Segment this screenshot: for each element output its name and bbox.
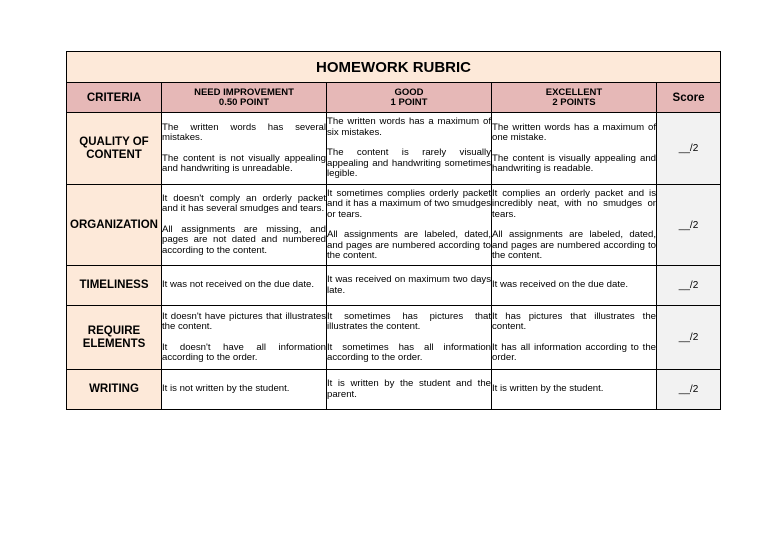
descriptor-cell <box>492 306 657 370</box>
score-cell[interactable]: __/2 <box>657 185 721 266</box>
descriptor-text: All assignments are labeled, dated, and pages are numbered according to the content. <box>492 229 656 261</box>
descriptor-text: The content is not visually appealing and handwriting is unreadable. <box>162 152 326 174</box>
descriptor-text: It doesn't comply an orderly packet and it has several smudges and tears. <box>162 192 326 215</box>
level-points: 0.50 POINT <box>218 96 270 108</box>
descriptor-cell <box>162 113 327 185</box>
score-cell[interactable]: __/2 <box>657 370 721 410</box>
rubric-title: HOMEWORK RUBRIC <box>67 52 721 83</box>
score-cell[interactable]: __/2 <box>657 266 721 306</box>
criterion-label: QUALITY OF CONTENT <box>67 113 162 185</box>
descriptor-cell <box>492 113 657 185</box>
descriptor-text: It is not written by the student. <box>162 383 290 395</box>
descriptor-cell <box>162 306 327 370</box>
descriptor-text: The content is rarely visually appealing and handwriting sometimes legible. <box>327 147 491 180</box>
descriptor-text: All assignments are labeled, dated, and pages are numbered according to the content. <box>327 229 491 261</box>
descriptor-text: The written words has a maximum of six mistakes. <box>327 116 491 138</box>
descriptor-cell <box>162 370 327 410</box>
rubric-row-timeliness <box>67 266 721 306</box>
rubric-row-organization <box>67 185 721 266</box>
descriptor-text: The written words has several mistakes. <box>162 121 326 143</box>
level-name: EXCELLENT <box>545 86 603 98</box>
descriptor-cell <box>327 185 492 266</box>
descriptor-text: It was received on the due date. <box>492 279 628 291</box>
rubric-table <box>66 51 721 410</box>
criterion-label: REQUIRE ELEMENTS <box>67 306 162 370</box>
descriptor-cell <box>492 266 657 306</box>
descriptor-text: It sometimes has all information according to the order. <box>327 341 491 363</box>
rubric-row-writing <box>67 370 721 410</box>
descriptor-text: It doesn't have all information according to the order. <box>162 341 326 363</box>
level-name: GOOD <box>394 86 424 98</box>
descriptor-cell <box>162 266 327 306</box>
level-points: 1 POINT <box>390 96 428 108</box>
criterion-label: WRITING <box>67 370 162 410</box>
score-cell[interactable]: __/2 <box>657 306 721 370</box>
level-name: NEED IMPROVEMENT <box>194 86 294 98</box>
descriptor-cell <box>327 370 492 410</box>
criterion-label: ORGANIZATION <box>67 185 162 266</box>
descriptor-text: It sometimes has pictures that illustrates the content. <box>327 310 491 332</box>
rubric-row-quality-of-content <box>67 113 721 185</box>
descriptor-cell <box>327 266 492 306</box>
descriptor-text: It was received on maximum two days late. <box>327 274 491 296</box>
descriptor-text: It is written by the student. <box>492 383 604 395</box>
descriptor-cell <box>327 306 492 370</box>
descriptor-text: The content is visually appealing and handwriting is readable. <box>492 152 656 174</box>
score-cell[interactable]: __/2 <box>657 113 721 185</box>
descriptor-text: The written words has a maximum of one mistake. <box>492 121 656 143</box>
descriptor-text: It sometimes complies orderly packet and it has a maximum of two smudges or tears. <box>327 187 491 220</box>
descriptor-text: It has pictures that illustrates the content. <box>492 310 656 332</box>
descriptor-text: It was not received on the due date. <box>162 279 315 291</box>
descriptor-text: It complies an orderly packet and is incredibly neat, with no smudges or tears. <box>492 187 656 220</box>
rubric-row-require-elements <box>67 306 721 370</box>
title-row <box>67 52 721 83</box>
criteria-header: CRITERIA <box>67 83 162 113</box>
level-header-need-improvement <box>162 83 327 113</box>
score-header: Score <box>657 83 721 113</box>
descriptor-cell <box>492 370 657 410</box>
descriptor-cell <box>327 113 492 185</box>
descriptor-text: It doesn't have pictures that illustrates the content. <box>162 310 326 332</box>
descriptor-cell <box>162 185 327 266</box>
descriptor-text: It has all information according to the order. <box>492 341 656 363</box>
criterion-label: TIMELINESS <box>67 266 162 306</box>
level-header-good <box>327 83 492 113</box>
descriptor-cell <box>492 185 657 266</box>
level-points: 2 POINTS <box>552 96 596 108</box>
header-row <box>67 83 721 113</box>
level-header-excellent <box>492 83 657 113</box>
descriptor-text: All assignments are missing, and pages are not dated and numbered according to the content. <box>162 223 326 256</box>
descriptor-text: It is written by the student and the parent. <box>327 378 491 400</box>
